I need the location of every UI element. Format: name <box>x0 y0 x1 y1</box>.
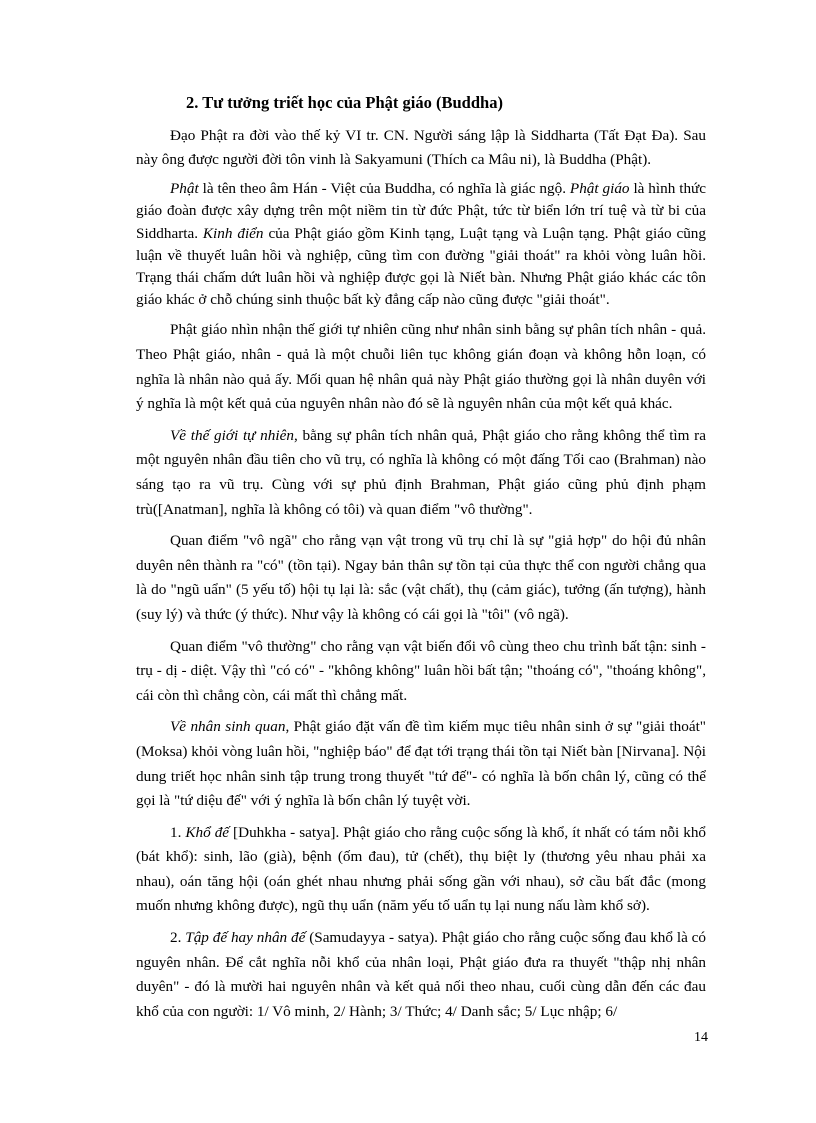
paragraph-vo-nga: Quan điểm "vô ngã" cho rằng vạn vật trong vũ trụ chỉ là sự "giả hợp" do hội đủ nhân duyên nên thành ra "có" (tồn tại). Ngay bản thân sự tồn tại của thực thể con người chẳng qua là do "ngũ uẩn" (5 yếu tố) hội tụ lại là: sắc (vật chất), thụ (cảm giác), tưởng (ấn tượng), hành (suy lý) và thức (ý thức). Như vậy là không có cái gọi là "tôi" (vô ngã). <box>136 532 706 623</box>
paragraph-tap-de-text: (Samudayya - satya). Phật giáo cho rằng cuộc sống đau khổ là có nguyên nhân. Để cắt nghĩa nỗi khổ của nhân loại, Phật giáo đưa ra thuyết "thập nhị nhân duyên" - đó là mười hai nguyên nhân và kết quả nối theo nhau, cuối cùng dẫn đến các đau khổ của con người: 1/ Vô minh, 2/ Hành; 3/ Thức; 4/ Danh sắc; 5/ Lục nhập; 6/ <box>136 929 707 1020</box>
paragraph-life-view-text: , Phật giáo đặt vấn đề tìm kiếm mục tiêu nhân sinh ở sự "giải thoát" (Moksa) khỏi vòng luân hồi, "nghiệp báo" để đạt tới trạng thái tồn tại Niết bàn [Nirvana]. Nội dung triết học nhân sinh tập trung trong thuyết "tứ đế"- có nghĩa là bốn chân lý, cũng có thể gọi là "tứ diệu đế" với ý nghĩa là bốn chân lý tuyệt vời. <box>136 718 707 810</box>
term-tap-de: Tập đế hay nhân đế <box>185 929 306 947</box>
paragraph-natural-world <box>136 424 706 522</box>
paragraph-definition <box>136 178 706 311</box>
term-life-view: Về nhân sinh quan <box>170 718 286 736</box>
term-phat: Phật <box>170 180 199 198</box>
term-natural-world: Về thế giới tự nhiên <box>170 426 294 444</box>
paragraph-definition-text-2: là hình thức giáo đoàn được xây dựng trên một niềm tin từ đức Phật, tức từ biển lớn trí tuệ và từ bi của Siddharta. <box>136 180 707 242</box>
paragraph-tap-de <box>136 926 706 1024</box>
paragraph-definition-text-1: là tên theo âm Hán - Việt của Buddha, có nghĩa là giác ngộ. <box>198 180 570 198</box>
paragraph-cause-effect: Phật giáo nhìn nhận thế giới tự nhiên cũng như nhân sinh bằng sự phân tích nhân - quả. Theo Phật giáo, nhân - quả là một chuỗi liên tục không gián đoạn và không hỗn loạn, có nghĩa là nhân nào quả ấy. Mối quan hệ nhân quả này Phật giáo thường gọi là nhân duyên với ý nghĩa là một kết quả của nguyên nhân nào đó sẽ là nguyên nhân của một kết quả khác. <box>136 321 706 413</box>
paragraph-definition-text-3: của Phật giáo gồm Kinh tạng, Luật tạng và Luận tạng. Phật giáo cũng luận về thuyết luân hồi và nghiệp, cũng tìm con đường "giải thoát" ra khỏi vòng luân hồi. Trạng thái chấm dứt luân hồi và nghiệp được gọi là Niết bàn. Nhưng Phật giáo khác các tôn giáo khác ở chỗ chúng sinh thuộc bất kỳ đẳng cấp nào cũng được "giải thoát". <box>136 224 706 309</box>
term-phat-giao: Phật giáo <box>569 180 630 198</box>
document-page <box>136 92 706 1031</box>
paragraph-kho-de-text: [Duhkha - satya]. Phật giáo cho rằng cuộc sống là khổ, ít nhất có tám nỗi khổ (bát khổ): sinh, lão (già), bệnh (ốm đau), tử (chết), thụ biệt ly (thương yêu nhau phải xa nhau), oán tăng hội (oán ghét nhau nhưng phải sống gần với nhau), sở cầu bất đắc (mong muốn nhưng không được), ngũ thụ uẩn (năm yếu tố uẩn tụ lại nung nấu làm khổ sở). <box>136 823 707 915</box>
paragraph-kho-de <box>136 821 706 919</box>
paragraph-life-view <box>136 715 706 813</box>
page-number: 14 <box>694 1030 708 1045</box>
paragraph-natural-world-text: , bằng sự phân tích nhân quả, Phật giáo cho rằng không thể tìm ra một nguyên nhân đầu tiên cho vũ trụ, có nghĩa là không có một đấng Tối cao (Brahman) nào sáng tạo ra vũ trụ. Cùng với sự phủ định Brahman, Phật giáo cũng phủ định phạm trù([Anatman], nghĩa là không có tôi) và quan điểm "vô thường". <box>136 426 706 518</box>
paragraph-origin: Đạo Phật ra đời vào thế kỷ VI tr. CN. Người sáng lập là Siddharta (Tất Đạt Đa). Sau này ông được người đời tôn vinh là Sakyamuni (Thích ca Mâu ni), là Buddha (Phật). <box>136 127 706 168</box>
paragraph-vo-thuong: Quan điểm "vô thường" cho rằng vạn vật biến đổi vô cùng theo chu trình bất tận: sinh - trụ - dị - diệt. Vậy thì "có có" - "không không" luân hồi bất tận; "thoáng có", "thoáng không", cái còn thì chẳng còn, cái mất thì chẳng mất. <box>136 637 706 704</box>
term-kho-de: Khổ đế <box>185 823 230 841</box>
list-number-1: 1. <box>170 823 186 841</box>
section-heading: 2. Tư tưởng triết học của Phật giáo (Buddha) <box>186 93 503 112</box>
term-kinh-dien: Kinh điển <box>202 224 264 242</box>
list-number-2: 2. <box>170 929 186 947</box>
